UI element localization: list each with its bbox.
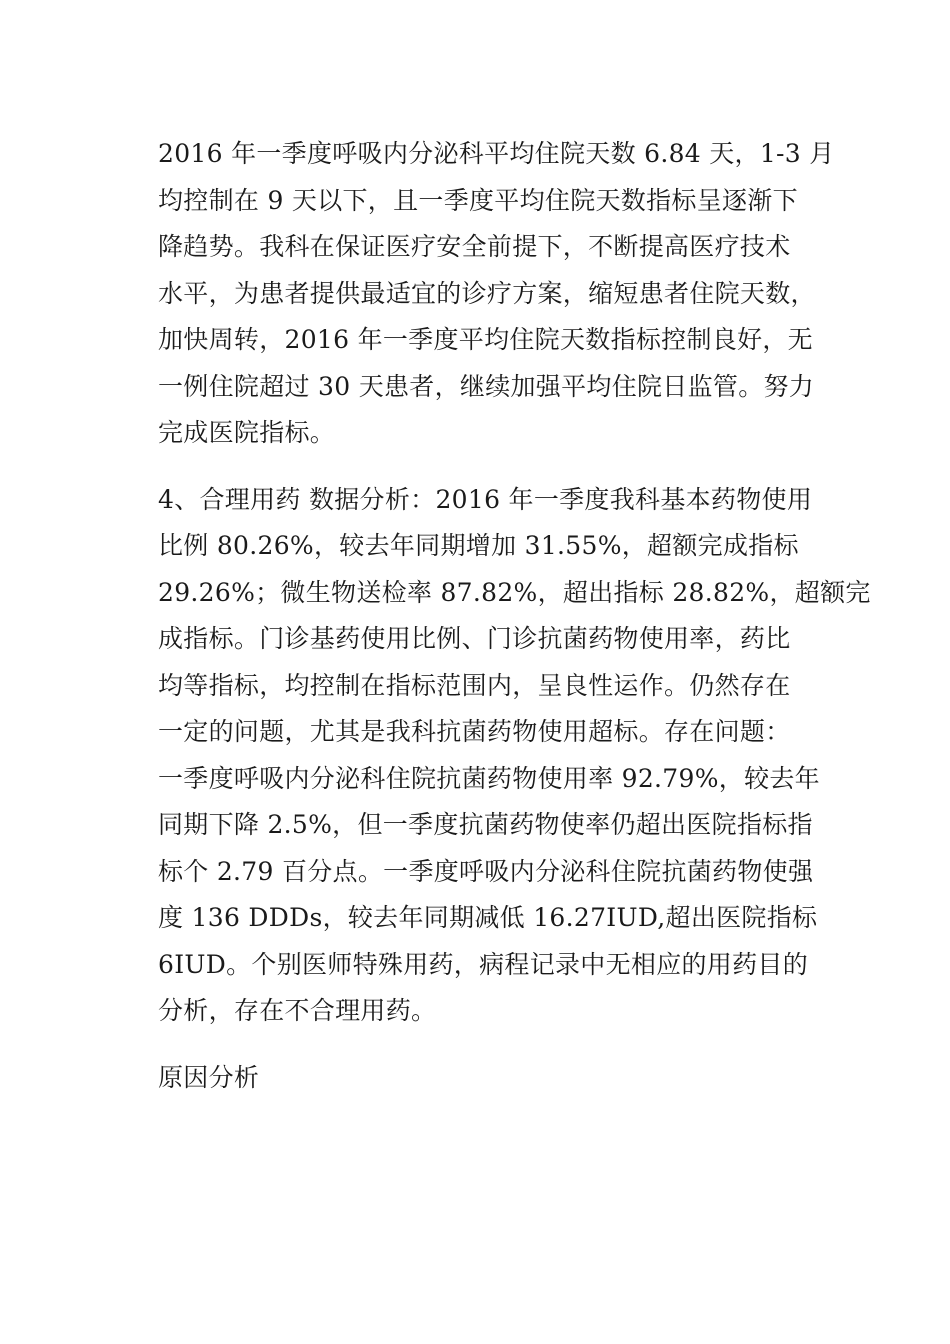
text-line: 29.26%；微生物送检率 87.82%，超出指标 28.82%，超额完: [158, 577, 871, 607]
text-line: 同期下降 2.5%，但一季度抗菌药物使率仍超出医院指标指: [158, 810, 813, 839]
text-line: 分析，存在不合理用药。: [158, 996, 437, 1025]
text-line: 均等指标，均控制在指标范围内，呈良性运作。仍然存在: [158, 670, 791, 700]
text-line: 6IUD。个别医师特殊用药，病程记录中无相应的用药目的: [158, 949, 808, 979]
text-line: 一季度呼吸内分泌科住院抗菌药物使用率 92.79%，较去年: [158, 763, 820, 793]
text-line: 比例 80.26%，较去年同期增加 31.55%，超额完成指标: [158, 531, 799, 560]
paragraph-hospital-stay: [158, 131, 835, 457]
text-line: 标个 2.79 百分点。一季度呼吸内分泌科住院抗菌药物使强: [158, 856, 814, 886]
paragraph-rational-medication: [158, 477, 871, 1035]
text-line: 完成医院指标。: [158, 418, 336, 447]
document-page: [158, 131, 871, 1101]
text-line: 成指标。门诊基药使用比例、门诊抗菌药物使用率，药比: [158, 624, 791, 653]
text-line: 一定的问题，尤其是我科抗菌药物使用超标。存在问题：: [158, 717, 791, 746]
text-line: 降趋势。我科在保证医疗安全前提下，不断提高医疗技术: [158, 232, 791, 261]
paragraph-spacer: [158, 457, 810, 477]
text-line: 水平，为患者提供最适宜的诊疗方案，缩短患者住院天数，: [158, 278, 816, 308]
section-heading-cause-analysis: [158, 1055, 810, 1102]
text-line: 均控制在 9 天以下，且一季度平均住院天数指标呈逐渐下: [158, 185, 798, 215]
text-line: 2016 年一季度呼吸内分泌科平均住院天数 6.84 天，1-3 月: [158, 139, 835, 168]
text-line: 原因分析: [158, 1062, 260, 1092]
text-line: 4、合理用药 数据分析：2016 年一季度我科基本药物使用: [158, 484, 813, 514]
text-line: 加快周转，2016 年一季度平均住院天数指标控制良好，无: [158, 325, 813, 354]
paragraph-spacer: [158, 1035, 810, 1055]
text-line: 一例住院超过 30 天患者，继续加强平均住院日监管。努力: [158, 371, 815, 401]
text-line: 度 136 DDDs，较去年同期减低 16.27IUD,超出医院指标: [158, 903, 818, 932]
